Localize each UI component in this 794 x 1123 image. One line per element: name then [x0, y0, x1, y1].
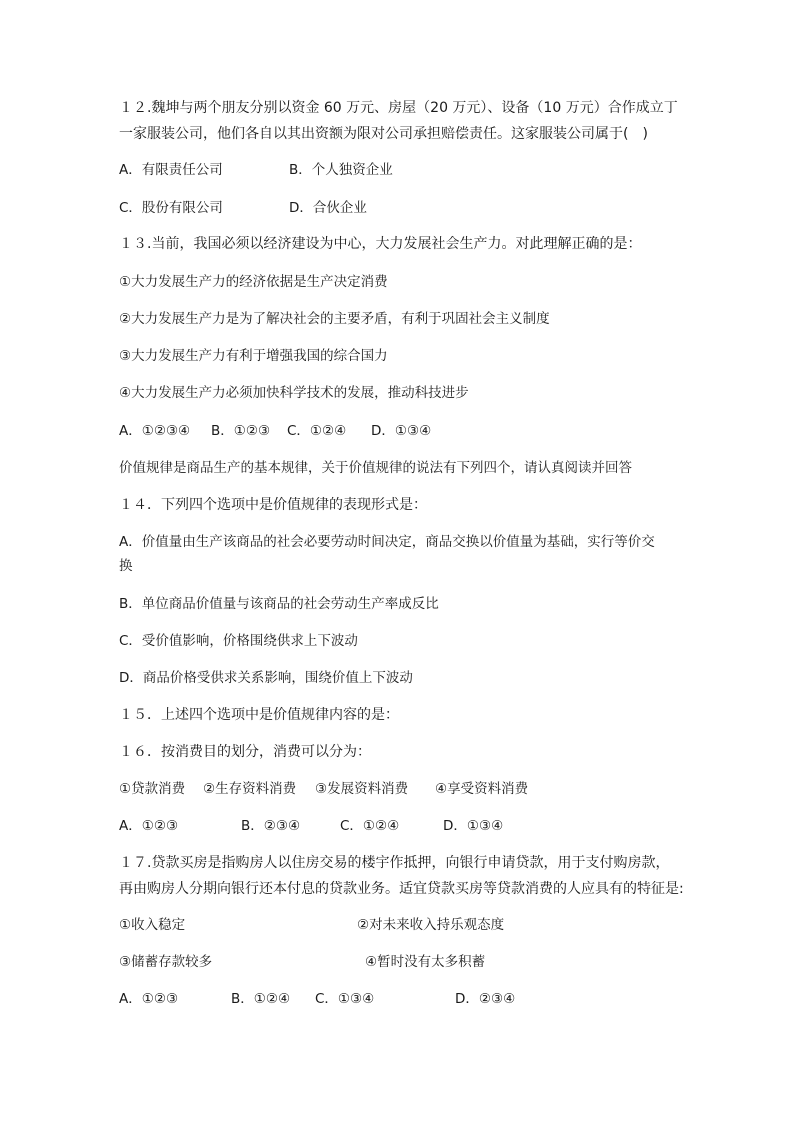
q16-stem: １６．按消费目的划分，消费可以分为： [119, 744, 371, 760]
q13-statement-1: ①大力发展生产力的经济依据是生产决定消费 [119, 274, 388, 290]
q17-statement-3: ③储蓄存款较多 [119, 954, 213, 970]
q12-option-c: C．股份有限公司 [119, 200, 223, 216]
q12-option-d: D．合伙企业 [289, 200, 367, 216]
q12-option-b: B．个人独资企业 [289, 162, 393, 178]
q13-statement-2: ②大力发展生产力是为了解决社会的主要矛盾，有利于巩固社会主义制度 [119, 311, 550, 327]
q13-stem: １３.当前，我国必须以经济建设为中心，大力发展社会生产力。对此理解正确的是： [119, 236, 642, 252]
q12-stem-line2: 一家服装公司，他们各自以其出资额为限对公司承担赔偿责任。这家服装公司属于( ) [119, 126, 648, 142]
q13-option-b: B．①②③ [211, 423, 271, 439]
q16-option-d: D．①③④ [443, 818, 504, 834]
q14-option-a-line1: A．价值量由生产该商品的社会必要劳动时间决定，商品交换以价值量为基础，实行等价交 [119, 534, 655, 550]
q12-stem-line1: １２.魏坤与两个朋友分别以资金 60 万元、房屋（20 万元）、设备（10 万元）合作成立丁 [119, 100, 678, 116]
q13-option-c: C．①②④ [287, 423, 347, 439]
q14-option-b: B．单位商品价值量与该商品的社会劳动生产率成反比 [119, 596, 439, 612]
q17-option-d: D．②③④ [455, 991, 516, 1007]
q13-statement-4: ④大力发展生产力必须加快科学技术的发展，推动科技进步 [119, 385, 469, 401]
q17-option-c: C．①③④ [315, 991, 375, 1007]
q14-stem: １４．下列四个选项中是价值规律的表现形式是： [119, 497, 427, 513]
q17-statement-2: ②对未来收入持乐观态度 [357, 917, 505, 933]
q17-statement-4: ④暂时没有太多积蓄 [365, 954, 486, 970]
q16-statement-3: ③发展资料消费 [315, 781, 409, 797]
q14-option-a-line2: 换 [119, 558, 133, 574]
q13-option-d: D．①③④ [371, 423, 432, 439]
q17-stem-line1: １７.贷款买房是指购房人以住房交易的楼宇作抵押，向银行申请贷款，用于支付购房款， [119, 855, 670, 871]
q16-option-c: C．①②④ [340, 818, 400, 834]
q16-statement-1: ①贷款消费 [119, 781, 186, 797]
q17-statement-1: ①收入稳定 [119, 917, 186, 933]
q14-option-c: C．受价值影响，价格围绕供求上下波动 [119, 633, 358, 649]
value-law-intro: 价值规律是商品生产的基本规律，关于价值规律的说法有下列四个，请认真阅读并回答 [119, 460, 632, 476]
q16-statement-2: ②生存资料消费 [203, 781, 297, 797]
q12-option-a: A．有限责任公司 [119, 162, 223, 178]
q14-option-d: D．商品价格受供求关系影响，围绕价值上下波动 [119, 670, 413, 686]
q17-option-a: A．①②③ [119, 991, 179, 1007]
q13-option-a: A．①②③④ [119, 423, 191, 439]
q17-stem-line2: 再由购房人分期向银行还本付息的贷款业务。适宜贷款买房等贷款消费的人应具有的特征是: [119, 881, 684, 897]
q15-stem: １５．上述四个选项中是价值规律内容的是： [119, 707, 399, 723]
q16-statement-4: ④享受资料消费 [435, 781, 529, 797]
q16-option-a: A．①②③ [119, 818, 179, 834]
q13-statement-3: ③大力发展生产力有利于增强我国的综合国力 [119, 348, 388, 364]
q16-option-b: B．②③④ [241, 818, 301, 834]
q17-option-b: B．①②④ [231, 991, 291, 1007]
